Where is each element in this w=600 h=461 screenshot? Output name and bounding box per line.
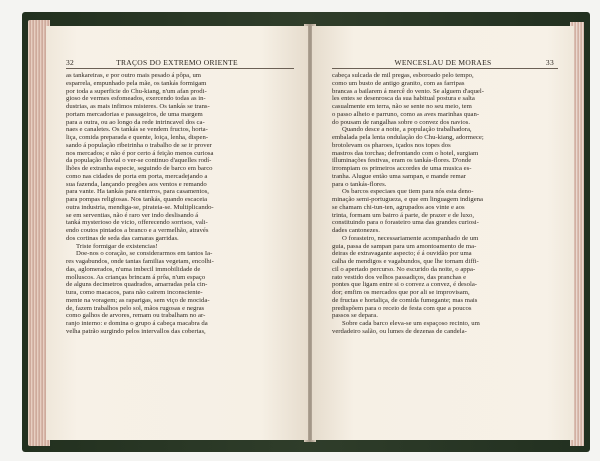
text-line: de, fazem trabalhos pelo sol, mãos rugosas e negras: [66, 304, 205, 312]
text-line: como nas cidades de porta em porta, mercadejando a: [66, 172, 208, 180]
text-line: cabeça sulcada de mil pregas, esboroado pelo tempo,: [332, 72, 474, 79]
right-body-text: [332, 72, 558, 430]
text-line: Quando desce a noite, a população trabalhadora,: [342, 126, 472, 134]
text-line: liça, comida preparada e quente, loiça, lenha, dispen-: [66, 134, 209, 141]
text-line: de alguns decimetros quadrados, amarradas pela cin-: [66, 281, 208, 289]
right-head-rule: [332, 68, 558, 69]
right-page: [312, 26, 574, 440]
text-line: tura, como macacos, para não cairem inconsciente-: [66, 289, 203, 296]
text-line: casualmente em terra, não se sente no seu meio, tem: [332, 103, 472, 110]
text-line: Doe-nos o coração, se considerarmos em tantos Ia-: [76, 250, 213, 258]
text-line: tranha. Alugue então uma sampan, e mande remar: [332, 172, 466, 180]
text-line: mente na voragem; as raparigas, sem viço de mocida-: [66, 296, 210, 304]
text-line: naes e canaletes. Os tankás se vendem fructos, horta-: [66, 126, 208, 134]
text-line: o passo alheio e parruno, como as aves marinhas quan-: [332, 110, 480, 118]
text-line: verdadeiro salão, ou lumes de dezenas de candela-: [332, 327, 467, 335]
text-line: por toda a superficie do Chu-kiang, n'um afan prodi-: [66, 87, 207, 95]
text-line: Sobre cada barco eleva-se um espaçoso recinto, um: [342, 320, 480, 327]
text-line: trinta, formam um bairro á parte, de prazer e de luxo,: [332, 211, 475, 219]
text-line: sua fazenda, lançando pregões aos ventos e remando: [66, 180, 207, 188]
text-line: illuminações festivas, eram os tankás-flores. D'onde: [332, 157, 472, 165]
text-line: nos mercados; e não é por certo á feição menos curiosa: [66, 149, 214, 157]
text-line: deiras de extravagante aspecto; é á ouvidão por uma: [332, 250, 472, 258]
right-running-title: WENCESLAU DE MORAES: [394, 58, 492, 67]
text-line: como um busto de antigo granito, com as farripas: [332, 79, 465, 87]
text-line: les entes se desenrosca da sua habitual postura e salta: [332, 95, 475, 103]
text-line: as tankareiras, e por outro mais pesado á pôpa, um: [66, 72, 202, 79]
text-line: das, aglomerados, n'uma imbecil immobilidade de: [66, 265, 201, 273]
text-line: se chamam chi-tun-ten, agrupados aos vinte e aos: [332, 203, 465, 211]
text-line: para a outra, ou ao longo da rede intrincavel dos ca-: [66, 118, 205, 126]
text-line: irrompiam os primeiros accordes de uma musica es-: [332, 165, 472, 172]
text-line: tanká mysterioso de vicio, offerecendo sorrisos, vali-: [66, 219, 208, 227]
left-page: [46, 26, 308, 440]
text-line: endo coutos pintados a branco e a vermelhão, através: [66, 227, 209, 234]
text-line: dor; emfim os mercados que por ali se improvisam,: [332, 289, 470, 296]
text-line: dustrias, as mais infimos misteres. Os tankás se trans-: [66, 103, 210, 110]
text-line: constituindo para o forasteiro uma das grandes curiosi-: [332, 219, 479, 227]
text-line: se em serventias, não é raro ver indo deslisando á: [66, 211, 199, 219]
text-line: ranjo interno: e domina o grupo á cabeça macabra da: [66, 320, 208, 327]
text-line: brotolevam os pharoes, içados nos topes dos: [332, 141, 451, 149]
text-line: rato vestido dos velhos passadiços, das pranchas e: [332, 273, 467, 281]
text-line: O forasteiro, necessariamente acompanhado de um: [342, 234, 479, 242]
text-line: dades cantonezes.: [332, 227, 380, 234]
text-line: do pousam de rangalhas sobre o convez dos navios.: [332, 118, 470, 126]
text-line: guia, passa de sampan para um amontoamento de ma-: [332, 242, 477, 250]
left-running-title: TRAÇOS DO EXTREMO ORIENTE: [116, 58, 238, 67]
left-body-text: [66, 72, 294, 430]
text-line: calha de mendigos e vagabundos, que lhe tornam diffi-: [332, 258, 479, 265]
text-line: cil o apertado percurso. No escurido da noite, o appa-: [332, 265, 476, 273]
text-line: para pompas religiosas. Nos tankás, quando escaceia: [66, 196, 208, 203]
right-page-number: 33: [545, 58, 554, 67]
text-line: molluscos. As crianças brincam á prôa, n'um espaço: [66, 273, 206, 281]
left-head-rule: [66, 68, 294, 69]
text-line: res vagabundos, onde tantas familias vegetam, encolhi-: [66, 258, 214, 265]
text-line: de fructas e hortaliça, de comida fumegante; mas mais: [332, 296, 478, 304]
text-line: velha patrão surgindo pelos intervallos das cobertas,: [66, 327, 206, 335]
text-line: pontes que ligam entre si o convez a convez, é desola-: [332, 281, 478, 289]
text-line: portam mercadorias e passageiros, de uma margem: [66, 110, 203, 118]
text-line: sando á população ribeirinha o trabalho de se ir prover: [66, 141, 212, 149]
text-line: predispõem para o receio de festa com que a poucos: [332, 304, 472, 312]
text-line: gioso de vermes esfomeados, exercendo todas as in-: [66, 95, 206, 103]
text-line: minação semi-portugueza, e que em linguagem indigena: [332, 196, 483, 203]
text-line: para o tankás-flores.: [332, 180, 387, 188]
text-line: para vante. Ha tankás para enterros, para casamentos,: [66, 188, 209, 196]
text-line: embalada pela lenta ondulação do Chu-kiang, adormece;: [332, 134, 484, 141]
text-line: brancas a bailarem á mercê do vento. Se alguem d'aquel-: [332, 87, 484, 95]
text-line: Os barcos especiaes que tiem para nós esta deno-: [342, 188, 474, 196]
text-line: dos cortinas de seda das camaras garridas.: [66, 234, 179, 242]
text-line: mastros das torchas; defrontando com o hotel, surgiam: [332, 149, 479, 157]
text-line: outra industria, mendiga-se, pirateia-se. Multiplicando-: [66, 203, 214, 211]
text-line: como galhos de arvores, remam ou trabalham no ar-: [66, 312, 206, 320]
left-page-number: 32: [66, 58, 75, 67]
text-line: passos se depara.: [332, 312, 378, 320]
text-line: lhões de extranha especie, seguindo de barco em barco: [66, 165, 213, 172]
text-line: da população fluvial o ver-se continuo d'aquelles rodí-: [66, 157, 212, 165]
text-line: esparrela, empunhado pela mãe, os tankás formigam: [66, 79, 207, 87]
text-line: Triste formigar de existencias!: [76, 242, 158, 250]
